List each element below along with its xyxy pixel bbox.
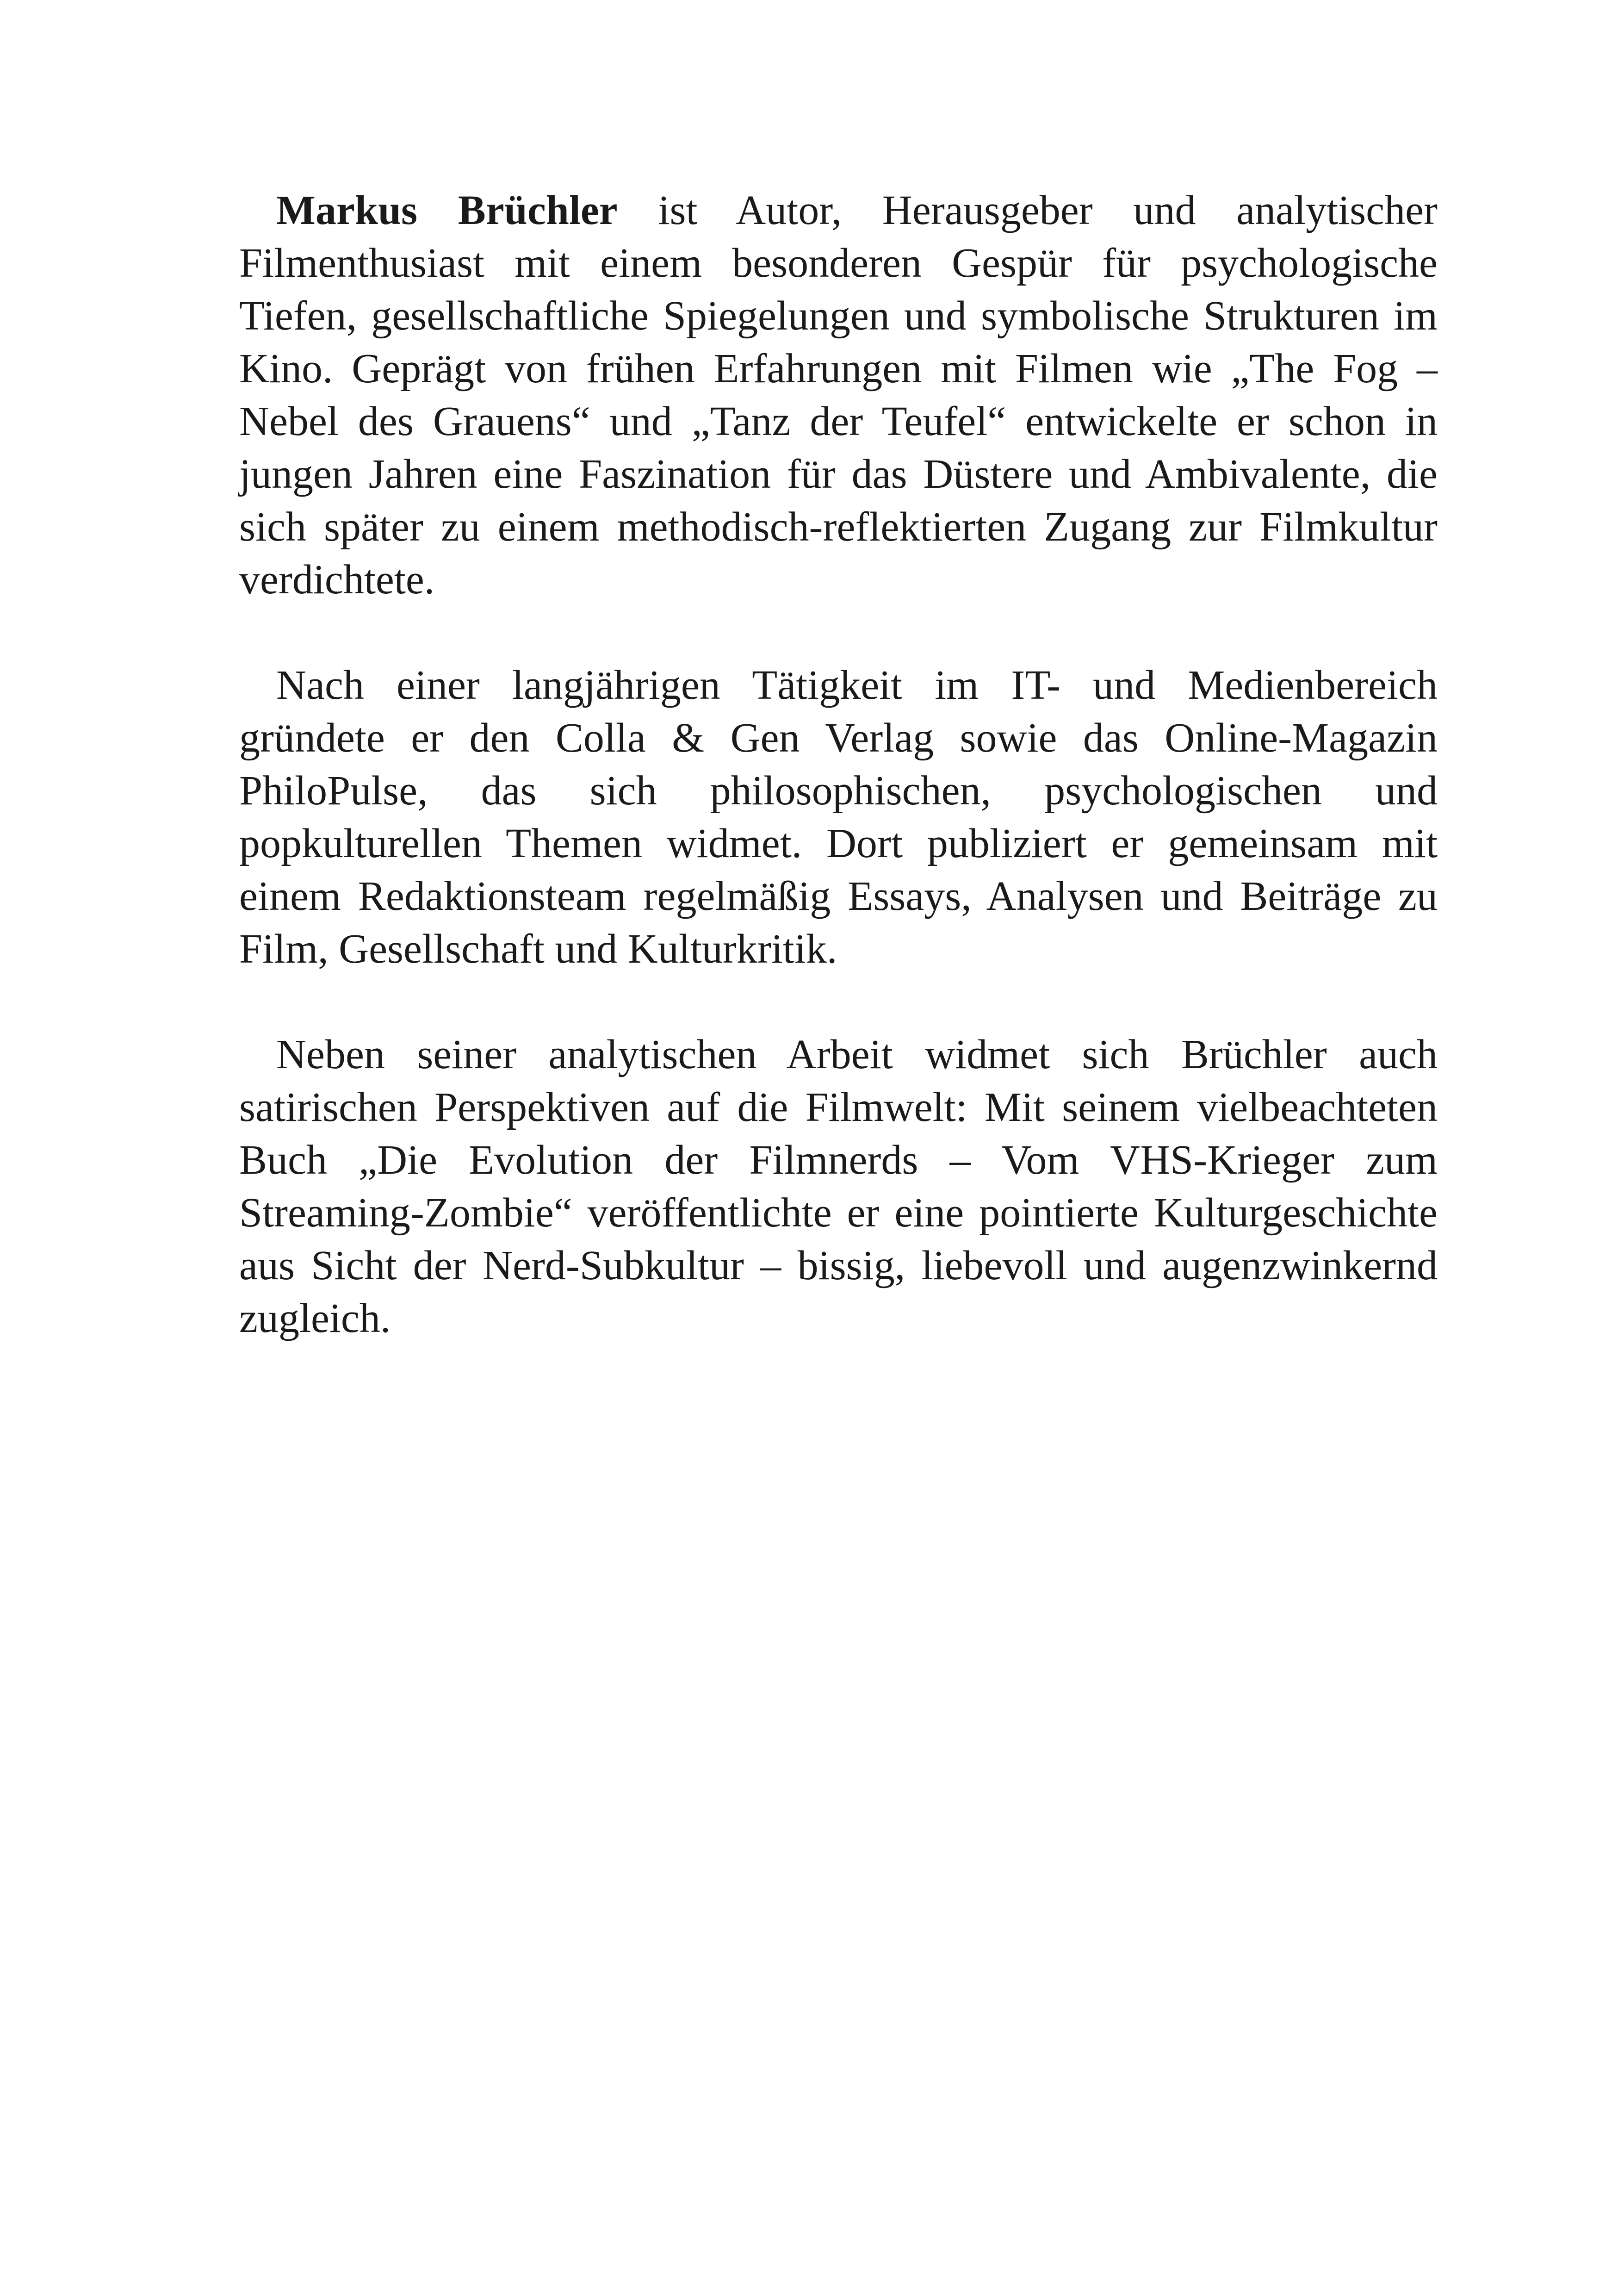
bio-paragraph-1: [239, 184, 1438, 606]
bio-paragraph-1-text: ist Autor, Herausgeber und analytischer Filmenthusiast mit einem besonderen Gespür für psychologische Tiefen, gesellschaftliche Spiegelungen und symbolische Strukturen im Kino. Geprägt von frühen Erfahrungen mit Filmen wie „The Fog – Nebel des Grauens“ und „Tanz der Teufel“ entwickelte er schon in jungen Jahren eine Faszination für das Düstere und Ambivalente, die sich später zu einem methodisch-reflektierten Zugang zur Filmkultur verdichtete.: [239, 187, 1438, 603]
author-name: Markus Brüchler: [276, 187, 618, 233]
author-bio: [239, 184, 1438, 1398]
bio-paragraph-3: Neben seiner analytischen Arbeit widmet sich Brüchler auch satirischen Perspektiven auf die Filmwelt: Mit seinem vielbeachteten Buch „Die Evolution der Filmnerds – Vom VHS-Krieger zum Streaming-Zombie“ veröffentlichte er eine pointierte Kulturgeschichte aus Sicht der Nerd-Subkultur – bissig, liebevoll und augenzwinkernd zugleich.: [239, 1032, 1438, 1341]
bio-paragraph-2: Nach einer langjährigen Tätigkeit im IT- und Medienbereich gründete er den Colla & Gen Verlag sowie das Online-Magazin PhiloPulse, das sich philosophischen, psychologischen und popkulturellen Themen widmet. Dort publiziert er gemeinsam mit einem Redaktionsteam regelmäßig Essays, Analysen und Beiträge zu Film, Gesellschaft und Kulturkritik.: [239, 662, 1438, 972]
